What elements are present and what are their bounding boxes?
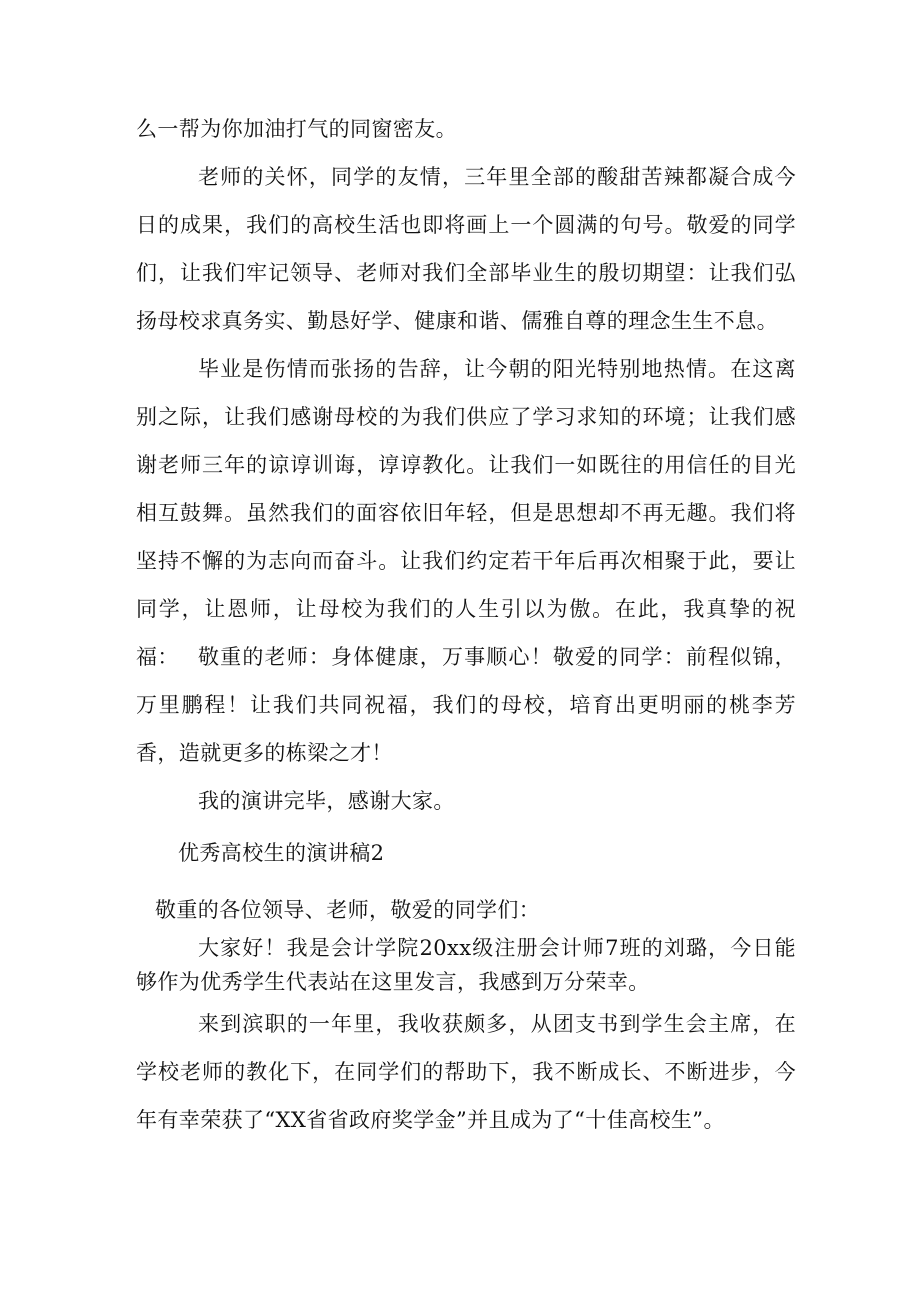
paragraph-achievements: 来到滨职的一年里，我收获颇多，从团支书到学生会主席，在学校老师的教化下，在同学们的帮助下，我不断成长、不断进步，今年有幸荣获了“XX省省政府奖学金”并且成为了“十佳高校生”。: [136, 1012, 796, 1132]
salutation: 敬重的各位领导、老师，敬爱的同学们：: [155, 898, 541, 922]
paragraph-graduation-farewell: 毕业是伤情而张扬的告辞，让今朝的阳光特别地热情。在这离别之际，让我们感谢母校的为我们供应了学习求知的环境；让我们感谢老师三年的谅谆训诲，谆谆教化。让我们一如既往的用信任的目光相互鼓舞。虽然我们的面容依旧年轻，但是思想却不再无趣。我们将坚持不懈的为志向而奋斗。让我们约定若干年后再次相聚于此，要让同学，让恩师，让母校为我们的人生引以为傲。在此，我真挚的祝福：: [136, 357, 796, 669]
speech-title: 优秀高校生的演讲稿2: [178, 841, 385, 865]
paragraph-continuation: 么一帮为你加油打气的同窗密友。: [136, 117, 457, 141]
paragraph-care-and-friendship: 老师的关怀，同学的友情，三年里全部的酸甜苦辣都凝合成今日的成果，我们的高校生活也即将画上一个圆满的句号。敬爱的同学们，让我们牢记领导、老师对我们全部毕业生的殷切期望：让我们弘扬母校求真务实、勤恳好学、健康和谐、儒雅自尊的理念生生不息。: [136, 165, 796, 333]
paragraph-self-introduction: 大家好！我是会计学院20xx级注册会计师7班的刘璐，今日能够作为优秀学生代表站在这里发言，我感到万分荣幸。: [136, 936, 796, 994]
paragraph-closing: 我的演讲完毕，感谢大家。: [198, 789, 455, 813]
paragraph-blessings: 敬重的老师：身体健康，万事顺心！敬爱的同学：前程似锦，万里鹏程！让我们共同祝福，我们的母校，培育出更明丽的桃李芳香，造就更多的栋梁之才！: [136, 645, 796, 765]
